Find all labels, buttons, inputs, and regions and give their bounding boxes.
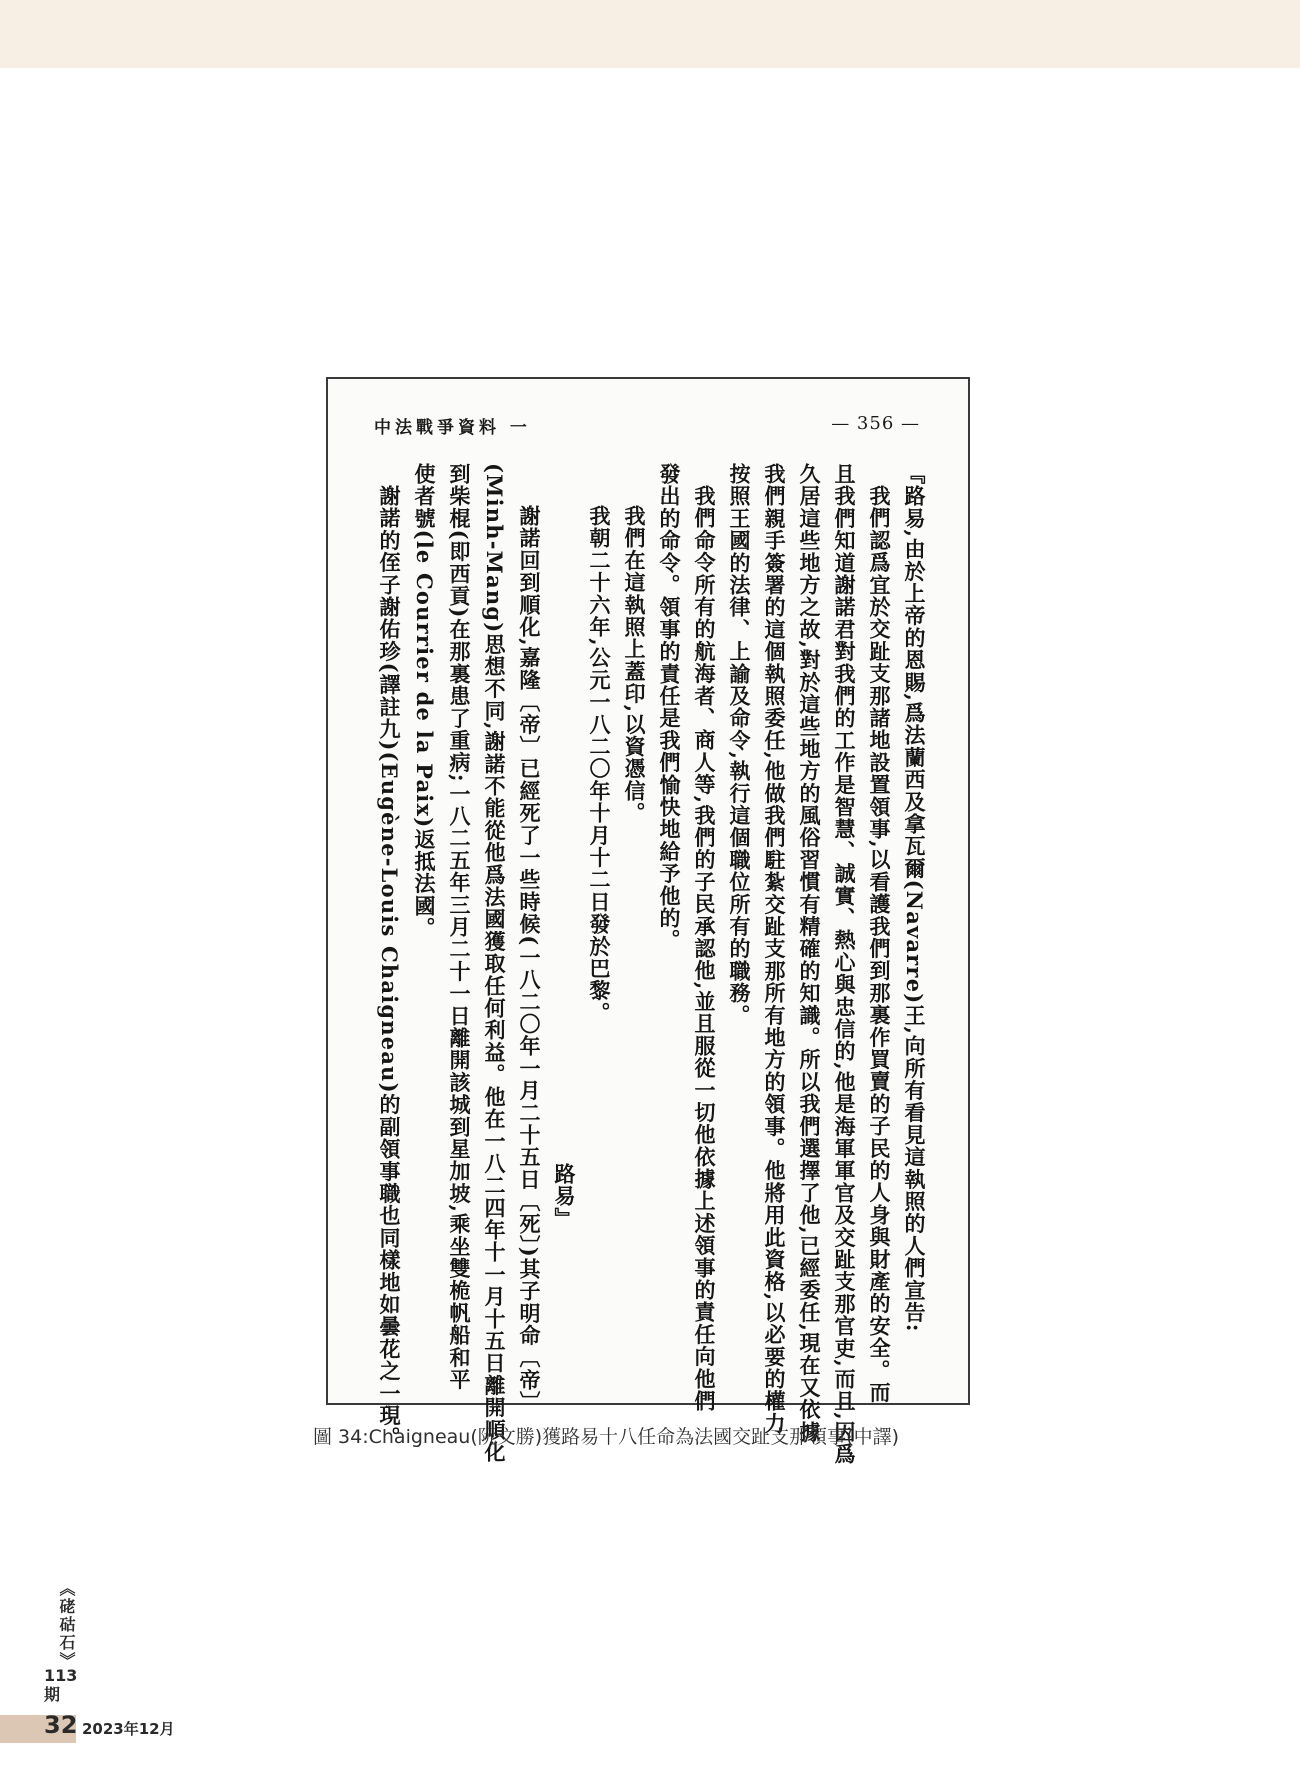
text-line: (Minh-Mang)思想不同,謝諾不能從他爲法國獲取任何利益。他在一八二四年十一月十五日離開順化 [482,463,507,1464]
text-line: 我們命令所有的航海者、商人等,我們的子民承認他,並且服從一切他依據上述領事的責任向他們 [692,485,717,1413]
text-line: 我朝二十六年,公元一八二〇年十月十二日發於巴黎。 [587,505,612,1025]
text-line: 使者號(le Courrier de la Paix)返抵法國。 [412,463,437,940]
text-line: 久居這些地方之故,對於這些地方的風俗習慣有精確的知識。所以我們選擇了他,已經委任,現在又依據 [797,463,822,1444]
scan-page-number: — 356 — [831,413,920,434]
figure-caption: 圖 34:Chaigneau(阮文勝)獲路易十八任命為法國交趾支那領事(中譯) [313,1426,899,1448]
text-line: 『路易,由於上帝的恩賜,爲法蘭西及拿瓦爾(Navarre)王,向所有看見這執照的人們宣告: [902,463,927,1333]
footer-date: 2023年12月 [82,1720,175,1738]
text-line: 謝諾的侄子謝佑珍(譯註九)(Eugène-Louis Chaigneau)的副領事職也同樣地如曇花之一現。 [377,485,402,1449]
text-line: 發出的命令。領事的責任是我們愉快地給予他的。 [657,463,682,952]
text-line: 按照王國的法律、上諭及命令,執行這個職位所有的職務。 [727,463,752,1027]
issue-number: 113期 [44,1666,78,1704]
text-line: 我們親手簽署的這個執照委任,他做我們駐紮交趾支那所有地方的領事。他將用此資格,以必要的權力 [762,463,787,1435]
top-decorative-band [0,0,1300,68]
text-line: 謝諾回到順化,嘉隆〔帝〕已經死了一些時候(一八二〇年一月二十五日〔死〕)其子明命〔帝〕 [517,505,542,1414]
signature-line: 路易』 [552,1163,577,1230]
running-title: 中法戰爭資料 一 [374,418,531,438]
magazine-name: 《硓𥑮石》 [57,1580,76,1670]
text-line: 我們在這執照上蓋印,以資憑信。 [622,505,647,825]
text-line: 到柴棍(即西貢)在那裏患了重病;一八二五年三月二十一日離開該城到星加坡,乘坐雙桅帆船和平 [447,463,472,1391]
text-line: 我們認爲宜於交趾支那諸地設置領事,以看護我們到那裏作買賣的子民的人身與財產的安全。而 [867,485,892,1404]
text-line: 且我們知道謝諾君對我們的工作是智慧、誠實、熱心與忠信的,他是海軍軍官及交趾支那官吏,而且,因爲 [832,463,857,1466]
footer-page-number: 32 [44,1711,78,1739]
